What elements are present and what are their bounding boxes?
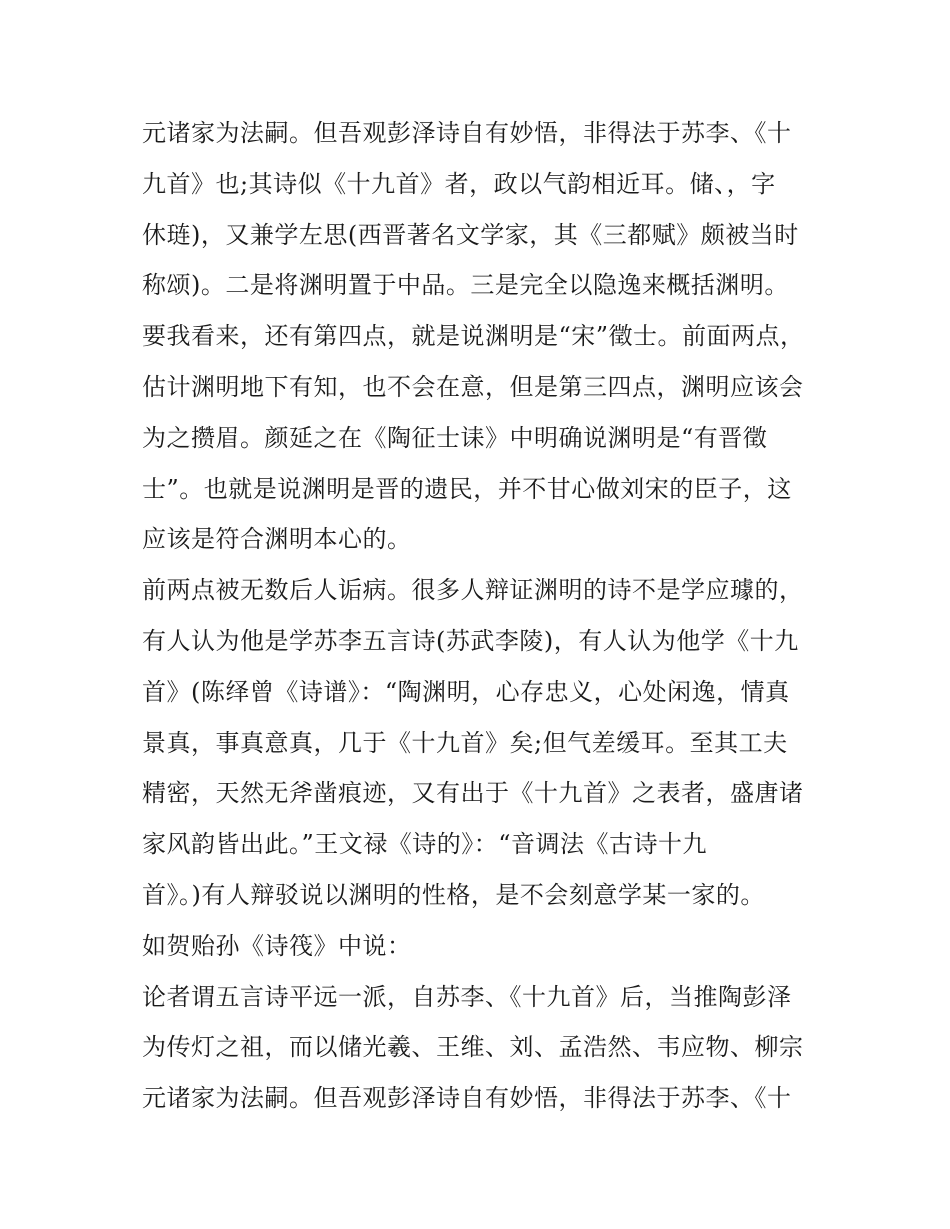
text-line: 元诸家为法嗣。但吾观彭泽诗自有妙悟，非得法于苏李、《十 <box>142 119 792 147</box>
text-line: 景真，事真意真，几于《十九首》矣;但气差缓耳。至其工夫 <box>142 728 788 757</box>
text-line: 应该是符合渊明本心的。 <box>142 525 412 554</box>
text-line: 元诸家为法嗣。但吾观彭泽诗自有妙悟，非得法于苏李、《十 <box>142 1084 792 1113</box>
text-line: 要我看来，还有第四点，就是说渊明是“宋”徵士。前面两点， <box>142 322 805 351</box>
text-line: 称颂)。二是将渊明置于中品。三是完全以隐逸来概括渊明。 <box>142 271 789 300</box>
text-line: 前两点被无数后人诟病。很多人辩证渊明的诗不是学应璩的， <box>142 576 804 605</box>
text-line: 士”。也就是说渊明是晋的遗民，并不甘心做刘宋的臣子，这 <box>142 474 792 503</box>
text-line: 为之攒眉。颜延之在《陶征士诔》中明确说渊明是“有晋徵 <box>142 423 768 452</box>
body-text <box>142 108 822 1124</box>
text-line: 估计渊明地下有知，也不会在意，但是第三四点，渊明应该会 <box>142 372 804 401</box>
text-line: 论者谓五言诗平远一派，自苏李、《十九首》后，当推陶彭泽 <box>142 982 792 1011</box>
text-line: 如贺贻孙《诗筏》中说： <box>142 931 412 960</box>
text-line: 九首》也;其诗似《十九首》者，政以气韵相近耳。储、，字 <box>142 169 776 198</box>
text-line: 休琏)，又兼学左思(西晋著名文学家，其《三都赋》颇被当时 <box>142 220 799 249</box>
text-line: 有人认为他是学苏李五言诗(苏武李陵)，有人认为他学《十九 <box>142 626 799 655</box>
text-line: 首》(陈绎曾《诗谱》：“陶渊明，心存忠义，心处闲逸，情真 <box>142 677 790 706</box>
text-line: 家风韵皆出此。”王文禄《诗的》：“音调法《古诗十九 <box>142 830 708 859</box>
text-line: 精密，天然无斧凿痕迹，又有出于《十九首》之表者，盛唐诸 <box>142 779 804 808</box>
text-line: 为传灯之祖，而以储光羲、王维、刘、孟浩然、韦应物、柳宗 <box>142 1033 804 1062</box>
text-line: 首》。)有人辩驳说以渊明的性格，是不会刻意学某一家的。 <box>142 880 765 909</box>
